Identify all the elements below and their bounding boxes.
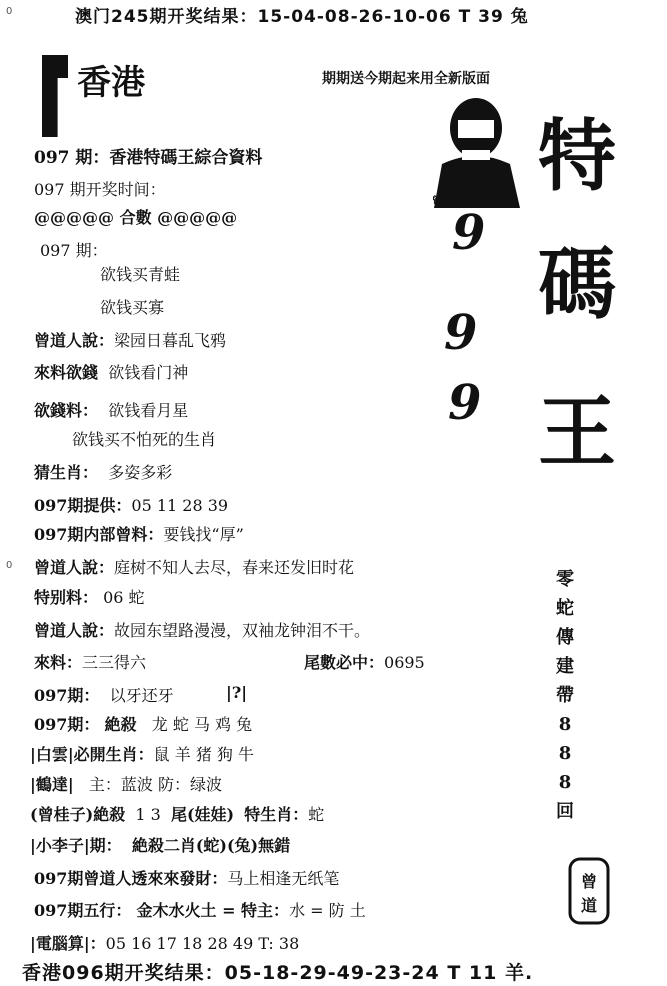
label: 曾道人說： <box>34 331 115 350</box>
macau-draw-result: 澳门245期开奖结果：15-04-08-26-10-06 T 39 兔 <box>75 7 529 27</box>
line-zeng-2 <box>34 555 354 578</box>
nine-mark-1: 9 <box>452 205 486 261</box>
elements: 金木水火土 = 特主： <box>136 901 290 920</box>
label: |小李子|期： <box>30 836 122 855</box>
line-xiaolizi <box>30 833 290 856</box>
label: 097期内部曾料： <box>34 525 164 544</box>
line-tail-number <box>304 650 425 673</box>
title-char-3: 王 <box>537 387 616 478</box>
line-zeng-3 <box>34 618 370 641</box>
value: 要钱找“厚” <box>163 525 244 544</box>
nine-mark-3: 9 <box>448 375 482 431</box>
value: 絶殺二肖(蛇)(兔)無錯 <box>131 836 291 855</box>
contact-char: 帶 <box>556 685 574 706</box>
value: 主：蓝波 防：绿波 <box>88 775 223 794</box>
label: 097期： <box>34 715 100 734</box>
label: |電腦算|： <box>30 934 106 953</box>
line-sum: @@@@@ 合數 @@@@@ <box>34 208 238 227</box>
line-provide <box>34 493 228 516</box>
line-riddle-3: 欲钱买不怕死的生肖 <box>72 430 217 449</box>
seal-stamp <box>566 855 612 927</box>
portrait-image <box>428 90 524 208</box>
line-tooth <box>34 683 174 706</box>
vertical-title <box>532 111 622 478</box>
label: 猜生肖： <box>34 463 99 482</box>
value: 1 3 <box>135 805 161 824</box>
value: 欲钱看门神 <box>108 363 189 382</box>
hongkong-draw-result: 香港096期开奖结果：05-18-29-49-23-24 T 11 羊. <box>22 962 534 984</box>
contact-char: 8 <box>558 772 572 793</box>
value: 鼠 羊 猪 狗 牛 <box>153 745 255 764</box>
line-computer <box>30 931 299 954</box>
contact-char: 回 <box>556 801 574 822</box>
line-internal <box>34 522 244 545</box>
value: 05 16 17 18 28 49 T: 38 <box>105 934 300 953</box>
label: 097期提供： <box>34 496 132 515</box>
label: 097期： <box>34 686 100 705</box>
contact-char: 傳 <box>556 627 574 648</box>
label: 欲錢料： <box>34 401 99 420</box>
value: 以牙还牙 <box>109 686 174 705</box>
line-riddle-1: 欲钱买青蛙 <box>100 265 181 284</box>
contact-char: 8 <box>558 743 572 764</box>
line-money <box>34 398 188 421</box>
line-title: 097 期：香港特碼王綜合資料 <box>34 148 263 168</box>
value: 梁园日暮乱飞鸦 <box>114 331 227 350</box>
value: 蛇 <box>308 805 325 824</box>
kill-label: 絶殺 <box>104 715 137 734</box>
brand-name: 香港 <box>77 63 146 103</box>
value: 故园东望路漫漫，双袖龙钟泪不干。 <box>114 621 371 640</box>
line-zeng-1 <box>34 328 226 351</box>
value: 龙 蛇 马 鸡 兔 <box>151 715 253 734</box>
brand-mark-icon <box>42 55 68 137</box>
tail-label: 尾(娃娃) <box>170 805 235 824</box>
line-special <box>34 585 145 608</box>
vertical-contact <box>545 565 585 826</box>
brand-logo <box>42 55 145 137</box>
value: 05 11 28 39 <box>131 496 229 515</box>
value: 水 = 防 土 <box>289 901 366 920</box>
contact-char: 蛇 <box>556 598 574 619</box>
brand-slogan: 期期送今期起来用全新版面 <box>322 71 490 87</box>
label: 097期曾道人透來來發財： <box>34 869 228 888</box>
line-riddle-2: 欲钱买寡 <box>100 298 165 317</box>
value: 06 蛇 <box>103 588 145 607</box>
title-char-2: 碼 <box>537 239 616 330</box>
contact-char: 建 <box>556 656 574 677</box>
value: 欲钱看月星 <box>108 401 189 420</box>
line-source <box>34 360 188 383</box>
label: 特别料： <box>34 588 99 607</box>
margin-zero-mid: 0 <box>6 560 13 571</box>
label: (曾桂子)絶殺 <box>30 805 126 824</box>
contact-char: 8 <box>558 714 572 735</box>
label: 來料欲錢 <box>34 363 99 382</box>
label: 曾道人說： <box>34 621 115 640</box>
line-period: 097 期： <box>40 241 108 260</box>
portrait-caption: 曾道人主录 <box>432 196 478 206</box>
value: 三三得六 <box>82 653 147 672</box>
zodiac-label: 特生肖： <box>244 805 309 824</box>
label: |鶴達| <box>30 775 74 794</box>
value: 多姿多彩 <box>108 463 173 482</box>
svg-text:道: 道 <box>580 896 598 915</box>
line-kill <box>34 712 252 735</box>
line-tooth-mark: |?| <box>226 683 248 702</box>
value: 马上相逢无纸笔 <box>227 869 340 888</box>
line-source-2 <box>34 650 146 673</box>
label: 097期五行： <box>34 901 132 920</box>
value: 0695 <box>384 653 425 672</box>
value: 庭树不知人去尽，春来还发旧时花 <box>114 558 355 577</box>
nine-mark-2: 9 <box>444 305 478 361</box>
label: |白雲|必開生肖： <box>30 745 154 764</box>
line-guess <box>34 460 172 483</box>
contact-char: 零 <box>556 569 574 590</box>
line-baiyun <box>30 742 254 765</box>
line-zengguizi <box>30 802 324 825</box>
margin-zero-top: 0 <box>6 6 13 17</box>
title-char-1: 特 <box>537 111 616 202</box>
label: 來料： <box>34 653 83 672</box>
label: 曾道人說： <box>34 558 115 577</box>
line-heda <box>30 772 222 795</box>
line-draw-time: 097 期开奖时间： <box>34 180 166 199</box>
svg-text:曾: 曾 <box>580 872 598 891</box>
label: 尾數必中： <box>304 653 385 672</box>
line-five-elements <box>34 898 366 921</box>
line-fortune <box>34 866 339 889</box>
